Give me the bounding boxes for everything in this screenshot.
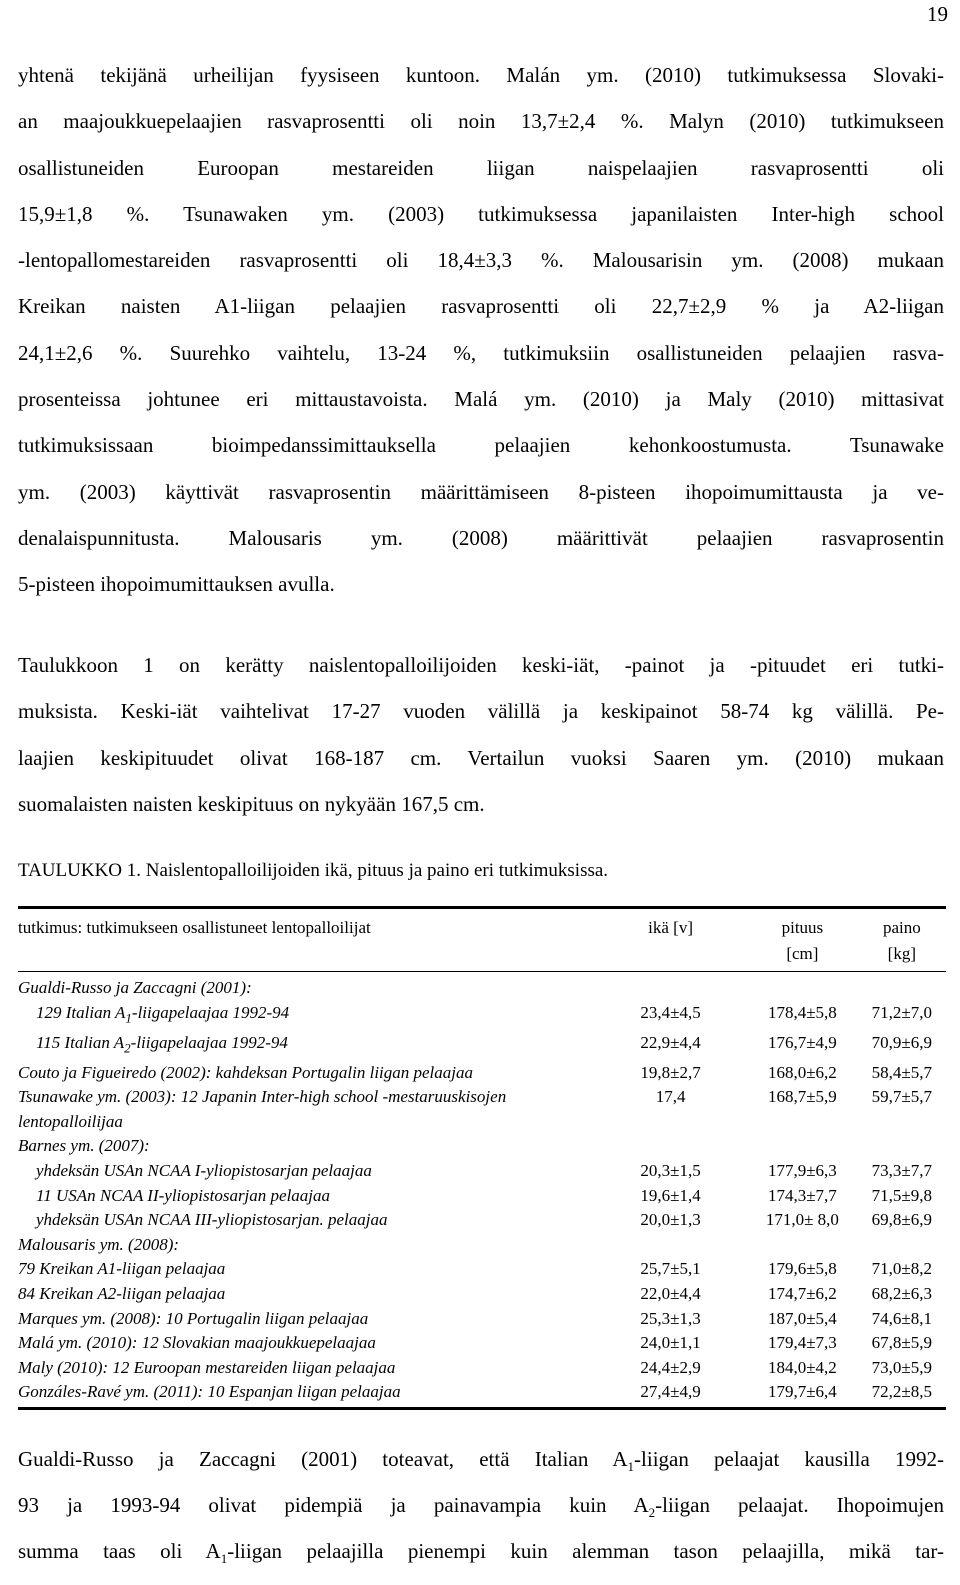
cell-age: 19,8±2,7 — [640, 1062, 701, 1082]
cell-height: 179,7±6,4 — [767, 1382, 837, 1402]
cell-study: yhdeksän USAn NCAA III-yliopistosarjan. pelaajaa — [36, 1210, 388, 1230]
table-row — [18, 1159, 946, 1184]
text-line: denalaispunnitusta. Malousaris ym. (2008) määrittivät pelaajien rasvaprosentin — [18, 525, 944, 550]
text-line: tutkimuksissaan bioimpedanssimittauksella pelaajien kehonkoostumusta. Tsunawake — [18, 433, 944, 458]
cell-height: 187,0±5,4 — [767, 1308, 837, 1328]
cell-study: 11 USAn NCAA II-yliopistosarjan pelaajaa — [36, 1185, 331, 1205]
header-age: ikä [v] — [648, 918, 693, 937]
table-row — [18, 1380, 946, 1408]
table-row — [18, 1282, 946, 1307]
study-subscript: 2 — [124, 1039, 131, 1055]
cell-age: 25,3±1,3 — [640, 1308, 701, 1328]
cell-study: 79 Kreikan A1-liigan pelaajaa — [18, 1259, 226, 1279]
cell-study: Marques ym. (2008): 10 Portugalin liigan pelaajaa — [18, 1308, 369, 1328]
cell-height: 178,4±5,8 — [767, 1002, 837, 1022]
cell-height: 168,7±5,9 — [767, 1087, 837, 1107]
text-line: ym. (2003) käyttivät rasvaprosentin määrittämiseen 8-pisteen ihopoimumittausta ja ve- — [18, 479, 944, 504]
cell-weight: 72,2±8,5 — [871, 1382, 932, 1402]
cell-height: 176,7±4,9 — [767, 1032, 837, 1052]
cell-study: Gonzáles-Ravé ym. (2011): 10 Espanjan liigan pelaajaa — [18, 1382, 401, 1402]
table-row — [18, 1184, 946, 1209]
cell-weight: 73,0±5,9 — [871, 1357, 932, 1377]
text-segment: 93 ja 1993-94 olivat pidempiä ja painavampia kuin A — [18, 1493, 649, 1518]
table-row — [18, 1208, 946, 1233]
cell-weight: 58,4±5,7 — [871, 1062, 932, 1082]
table-row — [18, 1134, 946, 1159]
text-line: 24,1±2,6 %. Suurehko vaihtelu, 13-24 %, tutkimuksiin osallistuneiden pelaajien rasva- — [18, 340, 944, 365]
cell-height — [733, 1134, 872, 1159]
study-subscript: 1 — [125, 1009, 132, 1025]
subscript: 1 — [627, 1459, 635, 1475]
cell-study: Gualdi-Russo ja Zaccagni (2001): — [18, 978, 252, 997]
text-line: suomalaisten naisten keskipituus on nykyään 167,5 cm. — [18, 791, 485, 816]
study-text: 129 Italian A — [36, 1002, 126, 1022]
cell-weight: 70,9±6,9 — [871, 1032, 932, 1052]
cell-weight: 71,5±9,8 — [871, 1185, 932, 1205]
header-weight-label: paino — [882, 918, 921, 937]
cell-weight: 73,3±7,7 — [871, 1160, 932, 1180]
cell-age: 24,0±1,1 — [640, 1333, 701, 1353]
text-line — [18, 1440, 944, 1486]
paragraph-body-fat — [18, 52, 944, 608]
cell-age: 22,9±4,4 — [640, 1032, 701, 1052]
cell-weight: 71,0±8,2 — [871, 1259, 932, 1279]
text-line: yhtenä tekijänä urheilijan fyysiseen kuntoon. Malán ym. (2010) tutkimuksessa Slovaki- — [18, 63, 944, 87]
cell-study: Tsunawake ym. (2003): 12 Japanin Inter-high school -mestaruuskisojen lentopalloilijaa — [18, 1087, 507, 1131]
cell-age — [608, 1233, 733, 1258]
cell-weight — [872, 1134, 946, 1159]
cell-age — [608, 1134, 733, 1159]
header-height-unit: [cm] — [786, 944, 819, 963]
text-segment: summa taas oli A — [18, 1539, 221, 1564]
cell-weight: 71,2±7,0 — [871, 1002, 932, 1022]
study-text: -liigapelaajaa 1992-94 — [131, 1002, 290, 1022]
cell-height: 171,0± 8,0 — [765, 1210, 839, 1230]
header-weight — [872, 908, 946, 972]
cell-age: 22,0±4,4 — [640, 1283, 701, 1303]
table-row — [18, 1085, 946, 1134]
text-line: -lentopallomestareiden rasvaprosentti oli 18,4±3,3 %. Malousarisin ym. (2008) mukaan — [18, 248, 944, 273]
data-table — [18, 906, 946, 1410]
cell-weight: 74,6±8,1 — [871, 1308, 932, 1328]
cell-weight: 67,8±5,9 — [871, 1333, 932, 1353]
cell-study: Malousaris ym. (2008): — [18, 1234, 180, 1254]
table-header-row — [18, 908, 946, 972]
cell-study: Couto ja Figueiredo (2002): kahdeksan Portugalin liigan pelaajaa — [18, 1062, 474, 1082]
table-row — [18, 1001, 946, 1031]
text-line — [18, 1486, 944, 1532]
cell-height: 174,3±7,7 — [767, 1185, 837, 1205]
cell-weight: 69,8±6,9 — [871, 1210, 932, 1230]
study-text: -liigapelaajaa 1992-94 — [130, 1032, 288, 1052]
header-study: tutkimus: tutkimukseen osallistuneet lentopalloilijat — [18, 918, 371, 937]
text-segment: -liigan pelaajat kausilla 1992- — [634, 1447, 944, 1471]
cell-age: 27,4±4,9 — [640, 1382, 701, 1402]
text-line: osallistuneiden Euroopan mestareiden liigan naispelaajien rasvaprosentti oli — [18, 155, 944, 180]
text-line: laajien keskipituudet olivat 168-187 cm. Vertailun vuoksi Saaren ym. (2010) mukaan — [18, 745, 944, 770]
cell-age: 20,3±1,5 — [640, 1160, 701, 1180]
cell-weight: 68,2±6,3 — [871, 1283, 932, 1303]
table-row — [18, 1031, 946, 1061]
subscript: 1 — [220, 1551, 228, 1567]
cell-weight — [872, 1233, 946, 1258]
cell-age — [608, 972, 733, 1001]
cell-age: 24,4±2,9 — [640, 1357, 701, 1377]
text-segment: -liigan pelaajat. Ihopoimujen — [655, 1493, 944, 1518]
subscript: 2 — [648, 1505, 656, 1521]
paragraph-table-intro — [18, 642, 944, 827]
cell-height: 177,9±6,3 — [767, 1160, 837, 1180]
text-segment: -liigan pelaajilla pienempi kuin alemman tason pelaajilla, mikä tar- — [227, 1539, 944, 1564]
cell-height — [733, 972, 872, 1001]
cell-height: 179,4±7,3 — [767, 1333, 837, 1353]
header-height — [733, 908, 872, 972]
study-text: 115 Italian A — [36, 1032, 125, 1052]
cell-study — [18, 1031, 608, 1061]
text-line: an maajoukkuepelaajien rasvaprosentti oli noin 13,7±2,4 %. Malyn (2010) tutkimukseen — [18, 109, 944, 134]
table-row — [18, 1331, 946, 1356]
text-line: Kreikan naisten A1-liigan pelaajien rasvaprosentti oli 22,7±2,9 % ja A2-liigan — [18, 294, 944, 319]
header-height-label: pituus — [781, 918, 824, 937]
page-number: 19 — [927, 2, 948, 26]
table-row — [18, 972, 946, 1001]
text-line: Taulukkoon 1 on kerätty naislentopalloilijoiden keski-iät, -painot ja -pituudet eri tutki- — [18, 653, 944, 677]
cell-study: yhdeksän USAn NCAA I-yliopistosarjan pelaajaa — [36, 1160, 372, 1180]
header-weight-unit: [kg] — [887, 944, 916, 963]
cell-study — [18, 1001, 608, 1031]
text-line — [18, 1532, 944, 1578]
cell-age: 25,7±5,1 — [640, 1259, 701, 1279]
cell-height — [733, 1233, 872, 1258]
cell-weight: 59,7±5,7 — [871, 1087, 932, 1107]
cell-height: 168,0±6,2 — [767, 1062, 837, 1082]
text-line: prosenteissa johtunee eri mittaustavoista. Malá ym. (2010) ja Maly (2010) mittasivat — [18, 387, 944, 412]
text-line: 5-pisteen ihopoimumittauksen avulla. — [18, 572, 335, 597]
table-row — [18, 1356, 946, 1381]
cell-height: 184,0±4,2 — [767, 1357, 837, 1377]
cell-age: 20,0±1,3 — [640, 1210, 701, 1230]
cell-study: Barnes ym. (2007): — [18, 1136, 150, 1156]
cell-height: 179,6±5,8 — [767, 1259, 837, 1279]
cell-study: 84 Kreikan A2-liigan pelaajaa — [18, 1283, 226, 1303]
cell-age: 17,4 — [655, 1087, 686, 1107]
cell-study: Malá ym. (2010): 12 Slovakian maajoukkuepelaajaa — [18, 1333, 376, 1353]
table-row — [18, 1257, 946, 1282]
text-line: muksista. Keski-iät vaihtelivat 17-27 vuoden välillä ja keskipainot 58-74 kg välillä. Pe- — [18, 699, 944, 724]
table-row — [18, 1233, 946, 1258]
text-line: 15,9±1,8 %. Tsunawaken ym. (2003) tutkimuksessa japanilaisten Inter-high school — [18, 201, 944, 226]
cell-study: Maly (2010): 12 Euroopan mestareiden liigan pelaajaa — [18, 1357, 396, 1377]
text-segment: Gualdi-Russo ja Zaccagni (2001) toteavat, että Italian A — [18, 1447, 628, 1471]
table-row — [18, 1061, 946, 1086]
cell-age: 19,6±1,4 — [640, 1185, 701, 1205]
table-row — [18, 1307, 946, 1332]
paragraph-gualdi-russo — [18, 1440, 944, 1579]
table-caption: TAULUKKO 1. Naislentopalloilijoiden ikä, pituus ja paino eri tutkimuksissa. — [18, 860, 609, 881]
cell-age: 23,4±4,5 — [640, 1002, 701, 1022]
cell-height: 174,7±6,2 — [767, 1283, 837, 1303]
cell-weight — [872, 972, 946, 1001]
